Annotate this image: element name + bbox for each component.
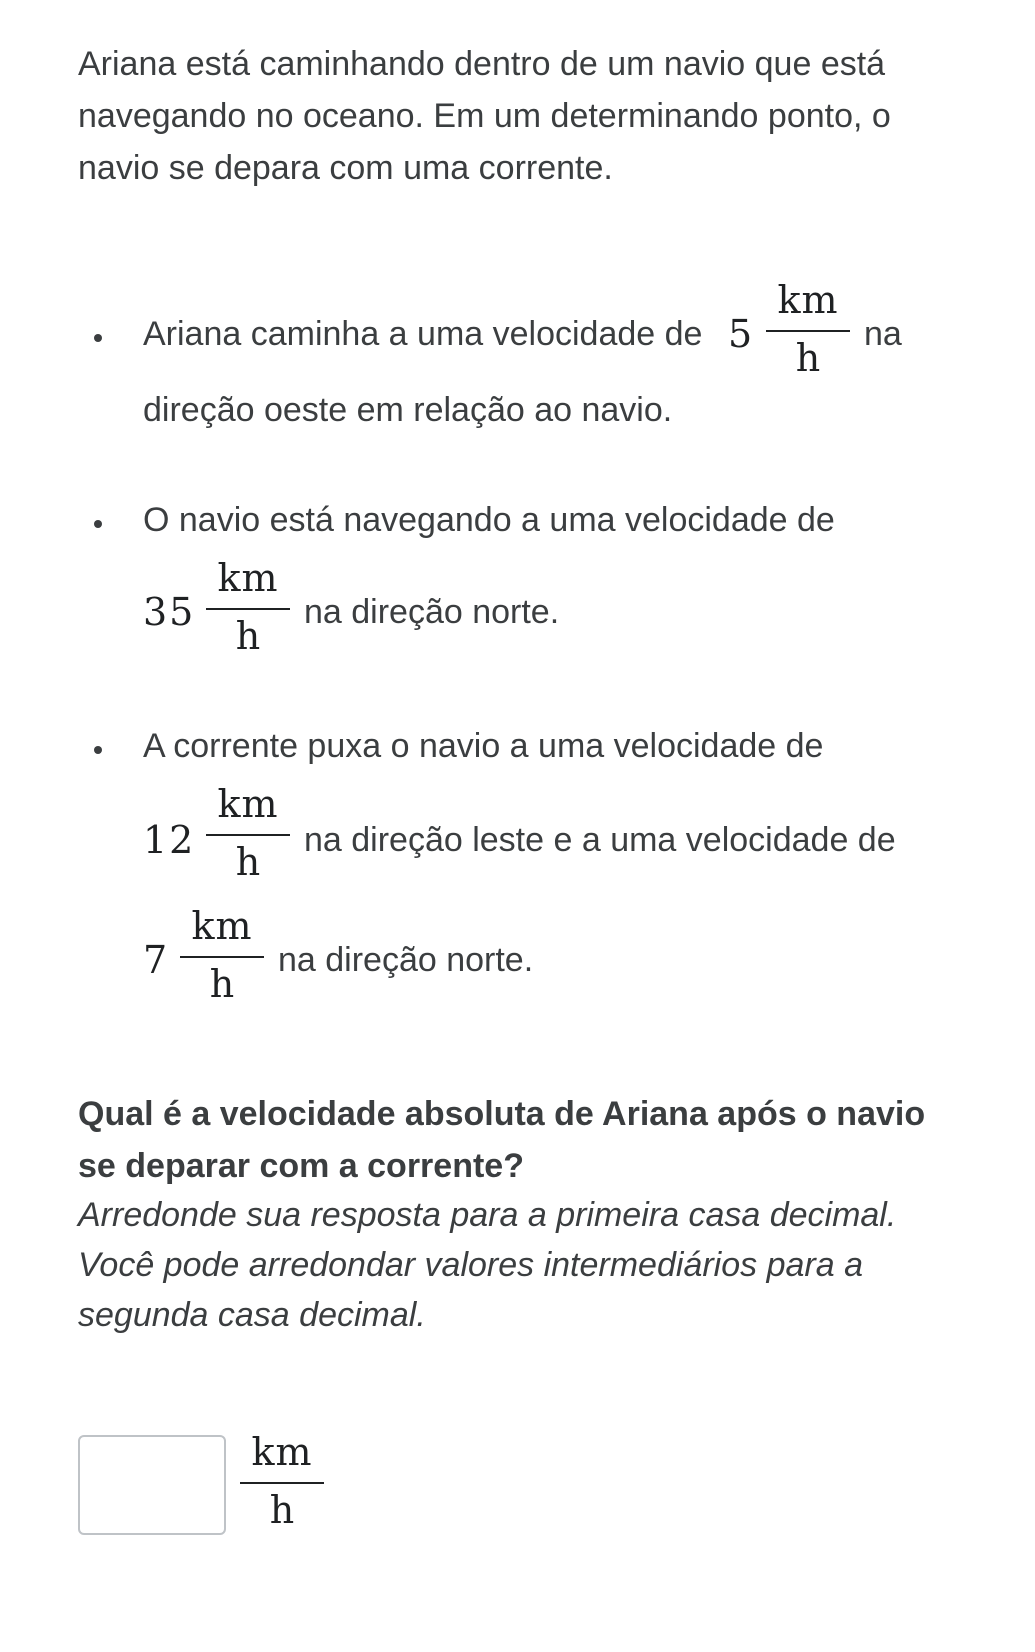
velocity-value: 5 (728, 312, 755, 356)
rounding-instructions: Arredonde sua resposta para a primeira casa decimal. Você pode arredondar valores intermediários para a segunda casa decimal. (78, 1196, 897, 1334)
bullet-text: A corrente puxa o navio a uma velocidade de (143, 727, 824, 765)
unit-denominator: h (209, 962, 235, 1006)
bullet-text: Ariana caminha a uma velocidade de (143, 315, 703, 353)
fraction-bar (206, 608, 290, 610)
velocity-value: 35 (143, 590, 196, 634)
bullet-icon (94, 520, 102, 528)
bullet-text: na (864, 315, 902, 353)
bullet-icon (94, 746, 102, 754)
fraction-bar (766, 330, 850, 332)
bullet-icon (94, 334, 102, 342)
fraction-bar (206, 834, 290, 836)
question-text: Qual é a velocidade absoluta de Ariana após o navio se deparar com a corrente? (78, 1095, 926, 1185)
bullet-text: O navio está navegando a uma velocidade de (143, 501, 835, 539)
unit-numerator: km (217, 556, 279, 600)
bullet-text: na direção norte. (278, 941, 534, 979)
answer-input[interactable] (78, 1435, 226, 1535)
unit-numerator: km (191, 904, 253, 948)
bullet-text: direção oeste em relação ao navio. (143, 391, 673, 429)
unit-numerator: km (251, 1430, 313, 1474)
bullet-text: na direção leste e a uma velocidade de (304, 821, 896, 859)
unit-numerator: km (217, 782, 279, 826)
unit-numerator: km (777, 278, 839, 322)
unit-denominator: h (795, 336, 821, 380)
fraction-bar (240, 1482, 324, 1484)
velocity-value: 7 (143, 938, 170, 982)
bullet-text: na direção norte. (304, 593, 560, 631)
unit-denominator: h (235, 840, 261, 884)
unit-denominator: h (269, 1488, 295, 1532)
velocity-value: 12 (143, 818, 196, 862)
fraction-bar (180, 956, 264, 958)
intro-paragraph: Ariana está caminhando dentro de um navio que está navegando no oceano. Em um determinando ponto, o navio se depara com uma corrente. (78, 45, 891, 187)
unit-denominator: h (235, 614, 261, 658)
